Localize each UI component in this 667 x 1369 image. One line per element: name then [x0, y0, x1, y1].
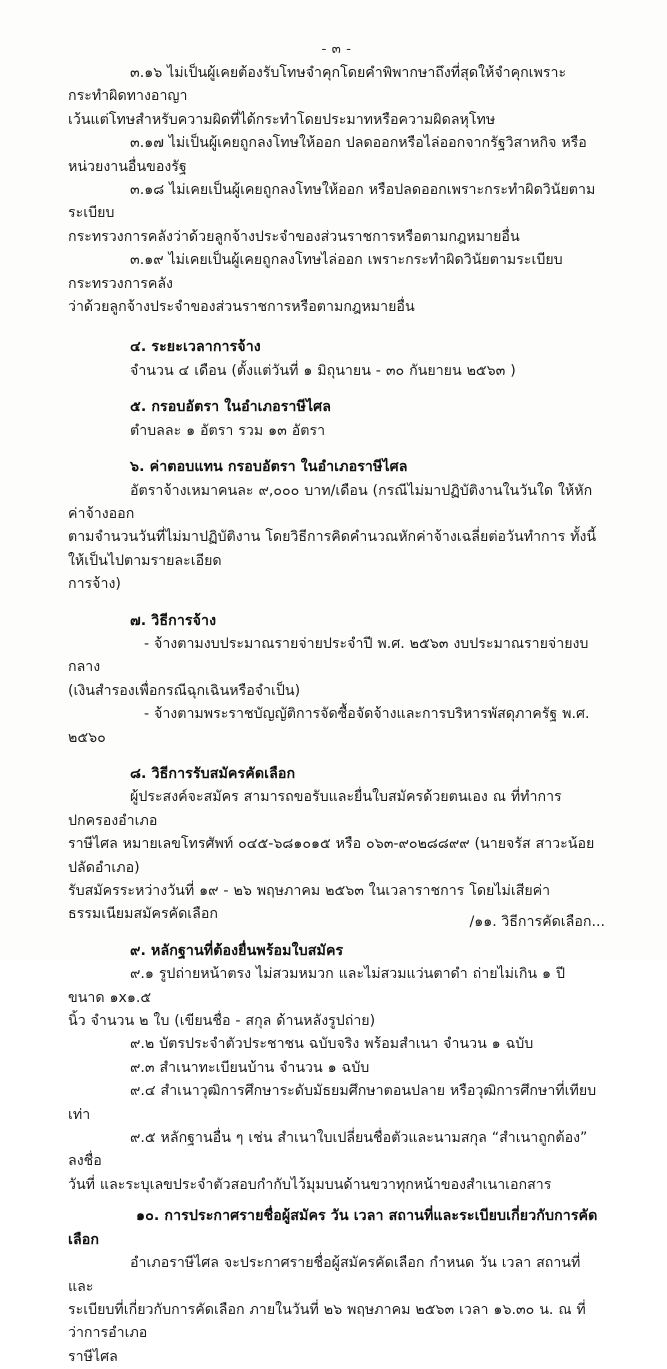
spacer — [68, 383, 605, 396]
clause-3-16-line-1: ๓.๑๖ ไม่เป็นผู้เคยต้องรับโทษจำคุกโดยคำพิพากษาถึงที่สุดให้จำคุกเพราะกระทำผิดทางอาญา — [68, 65, 567, 105]
document-body — [68, 40, 605, 1369]
section-7-bullet-1-line-1: - จ้างตามงบประมาณรายจ่ายประจำปี พ.ศ. ๒๕๖๓ งบประมาณรายจ่ายงบกลาง — [68, 635, 589, 676]
clause-3-19-line-2: ว่าด้วยลูกจ้างประจำของส่วนราชการหรือตามกฎหมายอื่น — [68, 299, 415, 316]
section-6-body-line-1: อัตราจ้างเหมาคนละ ๙,๐๐๐ บาท/เดือน (กรณีไม่มาปฏิบัติงานในวันใด ให้หักค่าจ้างออก — [68, 482, 593, 522]
section-9-item-9-5-line-2: วันที่ และระบุเลขประจำตัวสอบกำกับไว้มุมบนด้านขวาทุกหน้าของสำเนาเอกสาร — [68, 1176, 552, 1193]
section-7-bullet-2-line-1: - จ้างตามพระราชบัญญัติการจัดซื้อจัดจ้างและการบริหารพัสดุภาครัฐ พ.ศ. ๒๕๖๐ — [68, 706, 590, 746]
section-9-item-9-4-line-1: ๙.๔ สำเนาวุฒิการศึกษาระดับมัธยมศึกษาตอนปลาย หรือวุฒิการศึกษาที่เทียบเท่า — [68, 1083, 597, 1123]
section-10-heading: ๑๐. การประกาศรายชื่อผู้สมัคร วัน เวลา สถานที่และระเบียบเกี่ยวกับการคัดเลือก — [68, 1208, 598, 1248]
section-10-body-line-1: อำเภอราษีไศล จะประกาศรายชื่อผู้สมัครคัดเลือก กำหนด วัน เวลา สถานที่และ — [68, 1255, 581, 1295]
footer-continuation-note: /๑๑. วิธีการคัดเลือก... — [469, 914, 605, 930]
section-10-body-line-3: ราษีไศล — [68, 1348, 118, 1365]
spacer — [68, 1197, 605, 1205]
section-9-item-9-1-line-1: ๙.๑ รูปถ่ายหน้าตรง ไม่สวมหมวก และไม่สวมแว่นตาดำ ถ่ายไม่เกิน ๑ ปี ขนาด ๑x๑.๕ — [68, 966, 565, 1006]
section-8-body-line-3: รับสมัครระหว่างวันที่ ๑๙ - ๒๖ พฤษภาคม ๒๕๖๓ ในเวลาราชการ โดยไม่เสียค่าธรรมเนียมสมัครคัดเลือก — [68, 883, 551, 923]
section-8-body-line-1: ผู้ประสงค์จะสมัคร สามารถขอรับและยื่นใบสมัครด้วยตนเอง ณ ที่ทำการปกครองอำเภอ — [68, 789, 562, 829]
section-8-body-line-2: ราษีไศล หมายเลขโทรศัพท์ ๐๔๕-๖๘๑๐๑๕ หรือ ๐๖๓-๙๐๒๘๘๙๙ (นายจรัส สาวะน้อย ปลัดอำเภอ) — [68, 836, 595, 876]
section-5-heading: ๕. กรอบอัตรา ในอำเภอราษีไศล — [130, 399, 332, 416]
section-10-body-line-2: ระเบียบที่เกี่ยวกับการคัดเลือก ภายในวันที่ ๒๖ พฤษภาคม ๒๕๖๓ เวลา ๑๖.๓๐ น. ณ ที่ว่าการอำเภอ — [68, 1301, 586, 1342]
section-7-bullet-1-line-2: (เงินสำรองเพื่อกรณีฉุกเฉินหรือจำเป็น) — [68, 682, 301, 699]
section-4-body-line-1: จำนวน ๔ เดือน (ตั้งแต่วันที่ ๑ มิถุนายน - ๓๐ กันยายน ๒๕๖๓ ) — [130, 362, 516, 379]
spacer — [68, 750, 605, 763]
section-6-body-line-2: ตามจำนวนวันที่ไม่มาปฏิบัติงาน โดยวิธีการคิดคำนวณหักค่าจ้างเฉลี่ยต่อวันทำการ ทั้งนี้ให้เป็นไปตามรายละเอียด — [68, 529, 597, 569]
clause-3-16-line-2: เว้นแต่โทษสำหรับความผิดที่ได้กระทำโดยประมาทหรือความผิดลหุโทษ — [68, 111, 496, 128]
spacer — [68, 319, 605, 336]
section-6-body-line-3: การจ้าง) — [68, 576, 121, 593]
spacer — [68, 443, 605, 456]
section-8-heading: ๘. วิธีการรับสมัครคัดเลือก — [130, 765, 296, 782]
clause-3-19-line-1: ๓.๑๙ ไม่เคยเป็นผู้เคยถูกลงโทษไล่ออก เพราะกระทำผิดวินัยตามระเบียบกระทรวงการคลัง — [68, 252, 563, 292]
section-5-body-line-1: ตำบลละ ๑ อัตรา รวม ๑๓ อัตรา — [130, 422, 326, 439]
page-number-header: - ๓ - — [321, 41, 352, 57]
section-9-item-9-3-line-1: ๙.๓ สำเนาทะเบียนบ้าน จำนวน ๑ ฉบับ — [130, 1059, 370, 1076]
spacer — [68, 597, 605, 610]
section-9-item-9-5-line-1: ๙.๕ หลักฐานอื่น ๆ เช่น สำเนาใบเปลี่ยนชื่อตัวและนามสกุล “สำเนาถูกต้อง” ลงชื่อ — [68, 1130, 588, 1170]
clause-3-18-line-2: กระทรวงการคลังว่าด้วยลูกจ้างประจำของส่วนราชการหรือตามกฎหมายอื่น — [68, 228, 520, 245]
clause-3-17-line-1: ๓.๑๗ ไม่เป็นผู้เคยถูกลงโทษให้ออก ปลดออกหรือไล่ออกจากรัฐวิสาหกิจ หรือหน่วยงานอื่นของรัฐ — [68, 135, 587, 175]
section-4-heading: ๔. ระยะเวลาการจ้าง — [130, 339, 261, 356]
clause-3-18-line-1: ๓.๑๘ ไม่เคยเป็นผู้เคยถูกลงโทษให้ออก หรือปลดออกเพราะกระทำผิดวินัยตามระเบียบ — [68, 182, 596, 222]
section-9-item-9-1-line-2: นิ้ว จำนวน ๒ ใบ (เขียนชื่อ - สกุล ด้านหลังรูปถ่าย) — [68, 1013, 376, 1030]
section-7-heading: ๗. วิธีการจ้าง — [130, 612, 217, 629]
section-9-item-9-2-line-1: ๙.๒ บัตรประจำตัวประชาชน ฉบับจริง พร้อมสำเนา จำนวน ๑ ฉบับ — [130, 1036, 534, 1053]
section-9-heading: ๙. หลักฐานที่ต้องยื่นพร้อมใบสมัคร — [130, 942, 344, 959]
section-6-heading: ๖. ค่าตอบแทน กรอบอัตรา ในอำเภอราษีไศล — [130, 459, 408, 476]
